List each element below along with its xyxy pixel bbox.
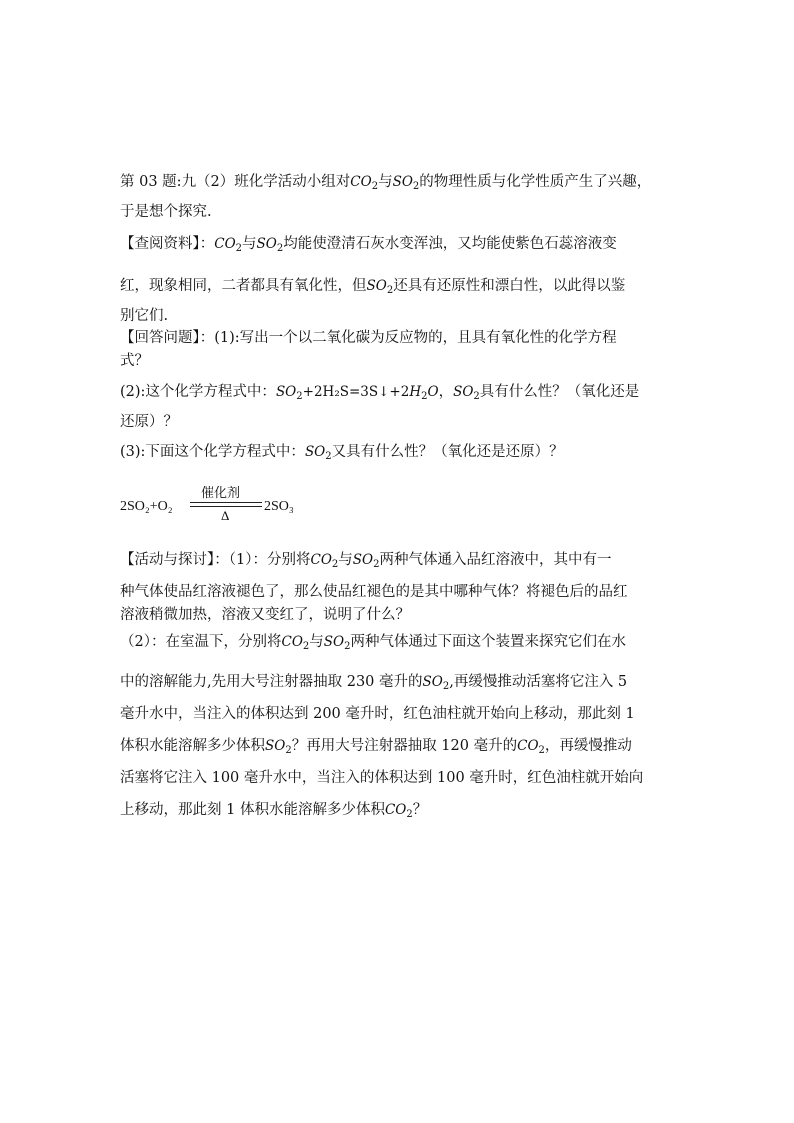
- question-line-3: [120, 440, 564, 462]
- reference-line-1: [120, 232, 617, 254]
- section-label-questions: 【回答问题】：: [120, 330, 215, 346]
- text: （1）：分别将: [228, 552, 311, 568]
- text: 均能使澄清石灰水变浑浊，又均能使紫色石蕊溶液变: [283, 236, 617, 252]
- text: ，再缓慢推动: [544, 738, 632, 754]
- text: 九（2）班化学活动小组对: [181, 174, 351, 190]
- text: ？再用大号注射器抽取 120 毫升的: [291, 738, 518, 754]
- activity2-line-6: [120, 798, 427, 820]
- so2-formula: $SO_2$: [265, 738, 292, 756]
- text: 两种气体通入品红溶液中，其中有一: [379, 552, 612, 568]
- text: 与: [378, 174, 393, 190]
- equation-catalyst: 催化剂: [201, 486, 241, 501]
- text: 中的溶解能力,先用大号注射器抽取 230 毫升的: [120, 674, 423, 690]
- so2-formula: $SO_2$: [275, 384, 303, 402]
- text: ？: [412, 802, 428, 818]
- co2-formula: $CO_2$: [384, 802, 413, 820]
- question-number: 第 03 题:: [120, 174, 182, 190]
- equation-bar-bottom: [190, 506, 262, 507]
- text: 红，现象相同，二者都具有氧化性，但: [120, 278, 367, 294]
- activity2-line-1: [120, 630, 626, 652]
- text: ，: [438, 384, 454, 400]
- reaction-text: +2H₂S=3S↓+2: [302, 384, 410, 400]
- activity-line-1: [120, 548, 611, 570]
- activity-line-3: 溶液稍微加热，溶液又变红了，说明了什么？: [120, 607, 410, 623]
- co2-formula: $CO_2$: [350, 174, 379, 192]
- text: （2）：在室温下，分别将: [120, 634, 282, 650]
- so2-formula: $SO_2$: [366, 278, 394, 296]
- text: (1):写出一个以二氧化碳为反应物的，且具有氧化性的化学方程: [214, 330, 617, 346]
- text: 与: [309, 634, 324, 650]
- text: 又具有什么性？（氧化还是还原）？: [331, 444, 564, 460]
- section-label-reference: 【查阅资料】：: [120, 236, 215, 252]
- so2-formula: $SO_2$: [352, 552, 380, 570]
- text: 与: [338, 552, 353, 568]
- activity-line-2: 种气体使品红溶液褪色了，那么使品红褪色的是其中哪种气体？将褪色后的品红: [120, 584, 628, 600]
- text: 两种气体通过下面这个装置来探究它们在水: [350, 634, 626, 650]
- text: 具有什么性？（氧化还是: [479, 384, 640, 400]
- equation-heat-symbol: Δ: [221, 508, 230, 523]
- equation-reactants: 2SO₂+O₂: [120, 499, 173, 514]
- activity2-line-3: 毫升水中，当注入的体积达到 200 毫升时，红色油柱就开始向上移动，那此刻 1: [120, 706, 635, 722]
- so2-formula: $SO_2$: [323, 634, 351, 652]
- question-line-2: [120, 380, 639, 402]
- text: (3):下面这个化学方程式中：: [120, 444, 305, 460]
- text: (2):这个化学方程式中：: [120, 384, 276, 400]
- co2-formula: $CO_2$: [214, 236, 243, 254]
- question-intro-line-2: 于是想个探究.: [120, 204, 212, 220]
- text: 体积水能溶解多少体积: [120, 738, 265, 754]
- text: 与: [242, 236, 257, 252]
- equation-bar-top: [190, 502, 262, 503]
- text: 的物理性质与化学性质产生了兴趣，: [419, 174, 652, 190]
- question-line-1b: 式？: [120, 353, 149, 369]
- activity2-line-4: [120, 734, 632, 756]
- so2-formula: $SO_2$: [304, 444, 332, 462]
- activity2-line-5: 活塞将它注入 100 毫升水中，当注入的体积达到 100 毫升时，红色油柱就开始向: [120, 770, 644, 786]
- co2-formula: $CO_2$: [517, 738, 545, 756]
- so2-formula: $SO_2$: [453, 384, 480, 402]
- so2-formula: $SO_2$: [256, 236, 284, 254]
- text: 上移动，那此刻 1 体积水能溶解多少体积: [120, 802, 385, 818]
- text: 还具有还原性和漂白性，以此得以鉴: [393, 278, 626, 294]
- section-label-activity: 【活动与探讨】：: [120, 552, 229, 568]
- chemical-equation: [120, 482, 320, 532]
- so2-formula: $SO_2$: [422, 674, 450, 692]
- question-intro-line-1: [120, 170, 651, 192]
- co2-formula: $CO_2$: [281, 634, 310, 652]
- text: ,再缓慢推动活塞将它注入 5: [449, 674, 628, 690]
- activity2-line-2: [120, 670, 627, 692]
- question-line-1: [120, 326, 617, 347]
- h2o-formula: $H_2O$: [409, 384, 439, 402]
- co2-formula: $CO_2$: [310, 552, 339, 570]
- reference-line-3: 别它们.: [120, 308, 169, 324]
- reference-line-2: [120, 274, 625, 296]
- so2-formula: $SO_2$: [392, 174, 420, 192]
- question-line-2b: 还原）？: [120, 414, 178, 430]
- equation-products: 2SO₃: [264, 499, 294, 514]
